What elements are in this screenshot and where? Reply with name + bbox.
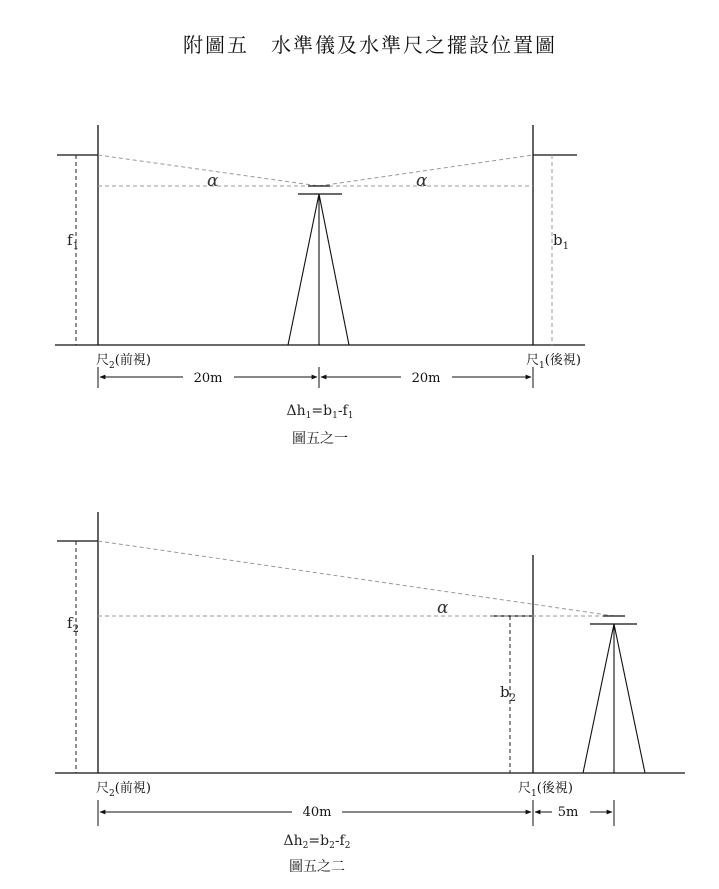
- inclined-sight-line-2: [98, 541, 614, 616]
- level-instrument-1: [288, 186, 349, 345]
- distance-short-label: 5m: [557, 805, 579, 820]
- distance-dimension-1: [98, 367, 533, 388]
- f1-label: $f_1$: [67, 231, 79, 252]
- alpha-label-right: α: [416, 171, 428, 191]
- level-instrument-2: [583, 616, 645, 773]
- figure-1: [55, 125, 585, 447]
- alpha-label-2: α: [437, 598, 449, 618]
- f2-label: $f_2$: [67, 614, 79, 635]
- distance-left-label: 20m: [193, 371, 223, 386]
- distance-long-label: 40m: [302, 805, 332, 820]
- back-rod-2-label: 尺$_1$(後視): [518, 781, 573, 799]
- front-rod-label: 尺$_2$(前視): [96, 353, 151, 371]
- b1-label: $b_1$: [553, 231, 569, 252]
- caption-2: 圖五之二: [289, 859, 345, 875]
- formula-2: $\Delta h_2=b_2-f_2$: [283, 833, 351, 851]
- alpha-label-left: α: [207, 171, 219, 191]
- back-rod-label: 尺$_1$(後視): [526, 353, 581, 371]
- caption-1: 圖五之一: [292, 431, 348, 447]
- distance-dimension-2: [98, 800, 614, 826]
- formula-1: $\Delta h_1=b_1-f_1$: [286, 403, 354, 421]
- b2-label: $b_2$: [500, 683, 516, 704]
- page-title: 附圖五 水準儀及水準尺之擺設位置圖: [183, 33, 557, 57]
- figure-2: [55, 512, 685, 875]
- front-rod-2-label: 尺$_2$(前視): [96, 781, 151, 799]
- distance-right-label: 20m: [411, 371, 441, 386]
